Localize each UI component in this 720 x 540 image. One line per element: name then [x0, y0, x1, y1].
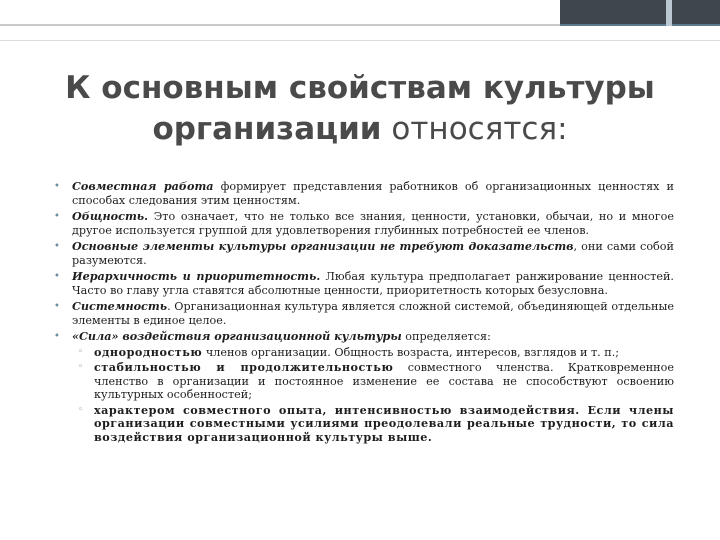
- subitem-text: совместного членства. Кратковременное членство в организации и постоянное изменение ее состава не способствуют освоению культурных особенностей;: [94, 361, 674, 401]
- slide-title: [40, 68, 680, 150]
- sub-bullet-list: [72, 346, 674, 445]
- sub-list-item: [72, 404, 674, 445]
- item-lead: «Сила» воздействия организационной культуры: [72, 329, 402, 343]
- bullet-icon: •: [54, 331, 60, 342]
- sub-bullet-icon: ◦: [78, 362, 84, 372]
- item-lead: Иерархичность и приоритетность.: [72, 269, 321, 283]
- bullet-icon: •: [54, 301, 60, 312]
- item-lead: Системность: [72, 299, 168, 313]
- list-item: [54, 330, 674, 444]
- item-text: определяется:: [401, 330, 491, 343]
- sub-list-item: [72, 346, 674, 360]
- item-lead: Совместная работа: [72, 179, 214, 193]
- list-item: [54, 210, 674, 237]
- item-text: , они сами собой разумеются.: [72, 240, 674, 267]
- item-text: Это означает, что не только все знания, ценности, установки, обычаи, но и многое другое используется группой для удовлетворения глубинных потребностей ее членов.: [72, 210, 674, 237]
- sub-list-item: [72, 361, 674, 402]
- item-text: формирует представления работников об организационных ценностях и способах следования этим ценностям.: [72, 180, 674, 207]
- subitem-text: Если члены организации совместными усилиями преодолевали реальные трудности, то сила воздействия организационной культуры выше.: [94, 402, 674, 444]
- header-notch: [666, 0, 672, 26]
- list-item: [54, 180, 674, 207]
- header-accent-line: [560, 24, 720, 26]
- subitem-lead: стабильностью и продолжительностью: [94, 360, 394, 374]
- sub-bullet-icon: ◦: [78, 346, 84, 357]
- item-text: . Организационная культура является сложной системой, объединяющей отдельные элементы в единое целое.: [72, 300, 674, 327]
- bullet-icon: •: [54, 241, 60, 252]
- header-accent-block: [560, 0, 720, 26]
- slide-content: [54, 180, 674, 447]
- list-item: [54, 240, 674, 267]
- title-line-1: К основным свойствам культуры: [65, 70, 655, 106]
- subitem-lead: характером совместного опыта, интенсивностью взаимодействия.: [94, 402, 580, 417]
- main-bullet-list: [54, 180, 674, 444]
- item-lead: Общность.: [72, 209, 149, 223]
- title-line-2-bold: организации: [152, 111, 382, 147]
- item-lead: Основные элементы культуры организации не требуют доказательств: [72, 239, 574, 253]
- bullet-icon: •: [54, 271, 60, 282]
- subitem-text: членов организации. Общность возраста, интересов, взглядов и т. п.;: [202, 345, 620, 359]
- subitem-lead: однородностью: [94, 344, 203, 359]
- list-item: [54, 300, 674, 327]
- title-line-2-rest: относятся:: [381, 111, 568, 147]
- item-text: Любая культура предполагает ранжирование ценностей. Часто во главу угла ставятся абсолютные ценности, приоритетность которых безусловна.: [72, 270, 674, 297]
- sub-bullet-icon: ◦: [78, 404, 84, 415]
- bullet-icon: •: [54, 181, 60, 192]
- header-thin-rule: [0, 40, 720, 41]
- bullet-icon: •: [54, 211, 60, 222]
- header-rule: [0, 24, 560, 26]
- list-item: [54, 270, 674, 297]
- title-line-2: [40, 109, 680, 150]
